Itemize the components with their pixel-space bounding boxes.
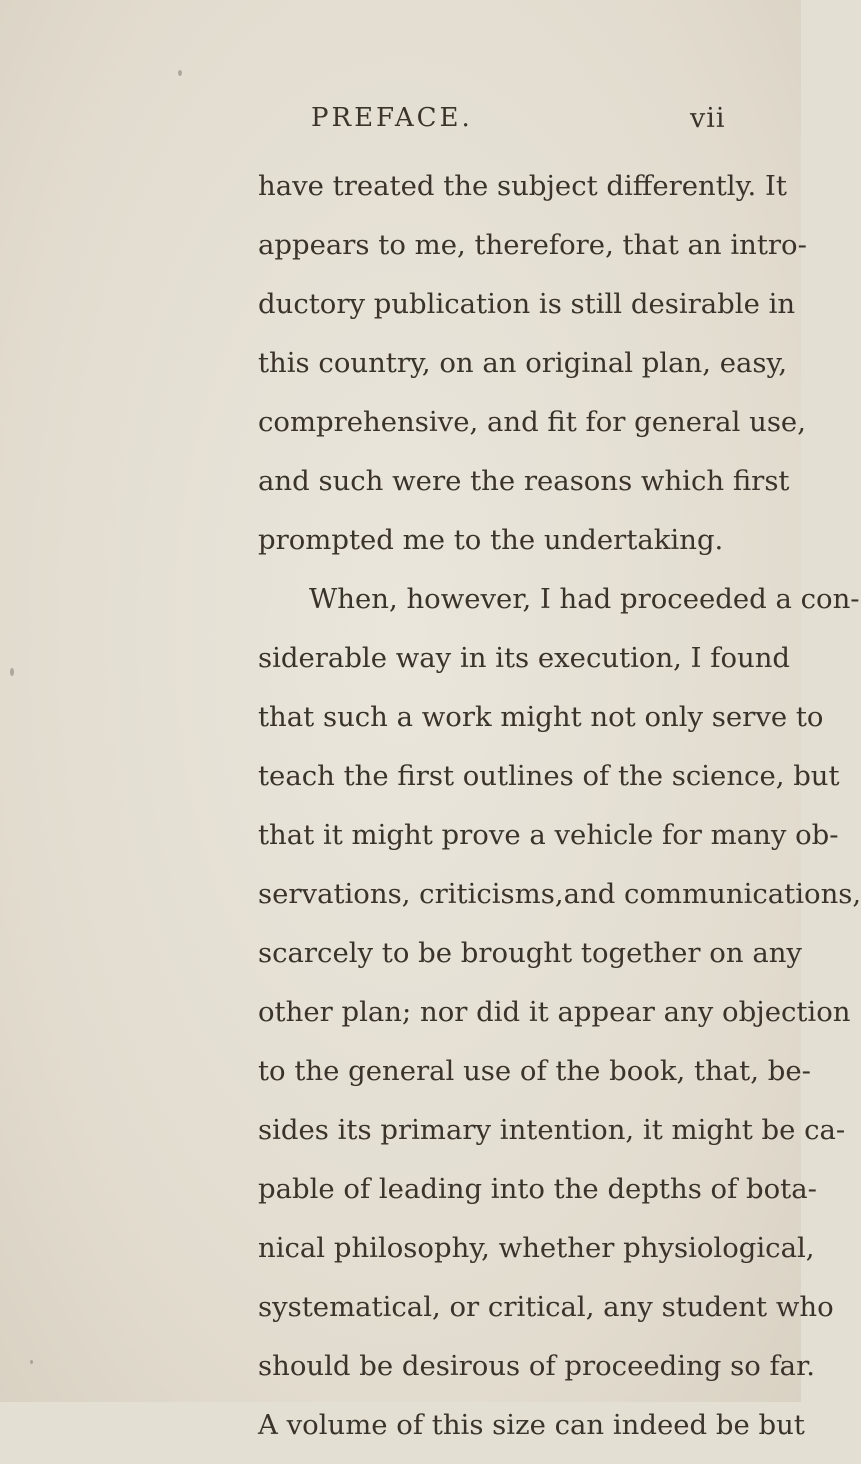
text-line: other plan; nor did it appear any objection	[258, 996, 851, 1028]
text-line: this country, on an original plan, easy,	[258, 347, 788, 379]
paper-speck	[30, 1360, 33, 1364]
text-line: pable of leading into the depths of bota-	[258, 1173, 817, 1205]
text-line: ductory publication is still desirable in	[258, 288, 796, 320]
text-line: nical philosophy, whether physiological,	[258, 1232, 815, 1264]
text-line: comprehensive, and fit for general use,	[258, 406, 806, 438]
text-line: and such were the reasons which first	[258, 465, 790, 497]
text-line: When, however, I had proceeded a con-	[309, 583, 860, 615]
text-line: have treated the subject differently. It	[258, 170, 787, 202]
text-line: sides its primary intention, it might be ca-	[258, 1114, 846, 1146]
text-line: prompted me to the undertaking.	[258, 524, 724, 556]
text-line: should be desirous of proceeding so far.	[258, 1350, 815, 1382]
body-text	[258, 166, 861, 1464]
text-line: servations, criticisms,and communications,	[258, 878, 861, 910]
running-header-title: PREFACE.	[311, 103, 473, 133]
page-number: vii	[690, 103, 726, 134]
paper-speck	[10, 668, 14, 676]
text-line: scarcely to be brought together on any	[258, 937, 802, 969]
text-line: A volume of this size can indeed be but	[258, 1409, 805, 1441]
running-header	[0, 103, 801, 143]
paper-speck	[178, 70, 182, 76]
text-line: teach the first outlines of the science, but	[258, 760, 840, 792]
text-line: that such a work might not only serve to	[258, 701, 824, 733]
text-line: systematical, or critical, any student who	[258, 1291, 834, 1323]
text-line: that it might prove a vehicle for many ob-	[258, 819, 839, 851]
text-line: siderable way in its execution, I found	[258, 642, 791, 674]
text-line: to the general use of the book, that, be-	[258, 1055, 811, 1087]
text-line: appears to me, therefore, that an intro-	[258, 229, 807, 261]
